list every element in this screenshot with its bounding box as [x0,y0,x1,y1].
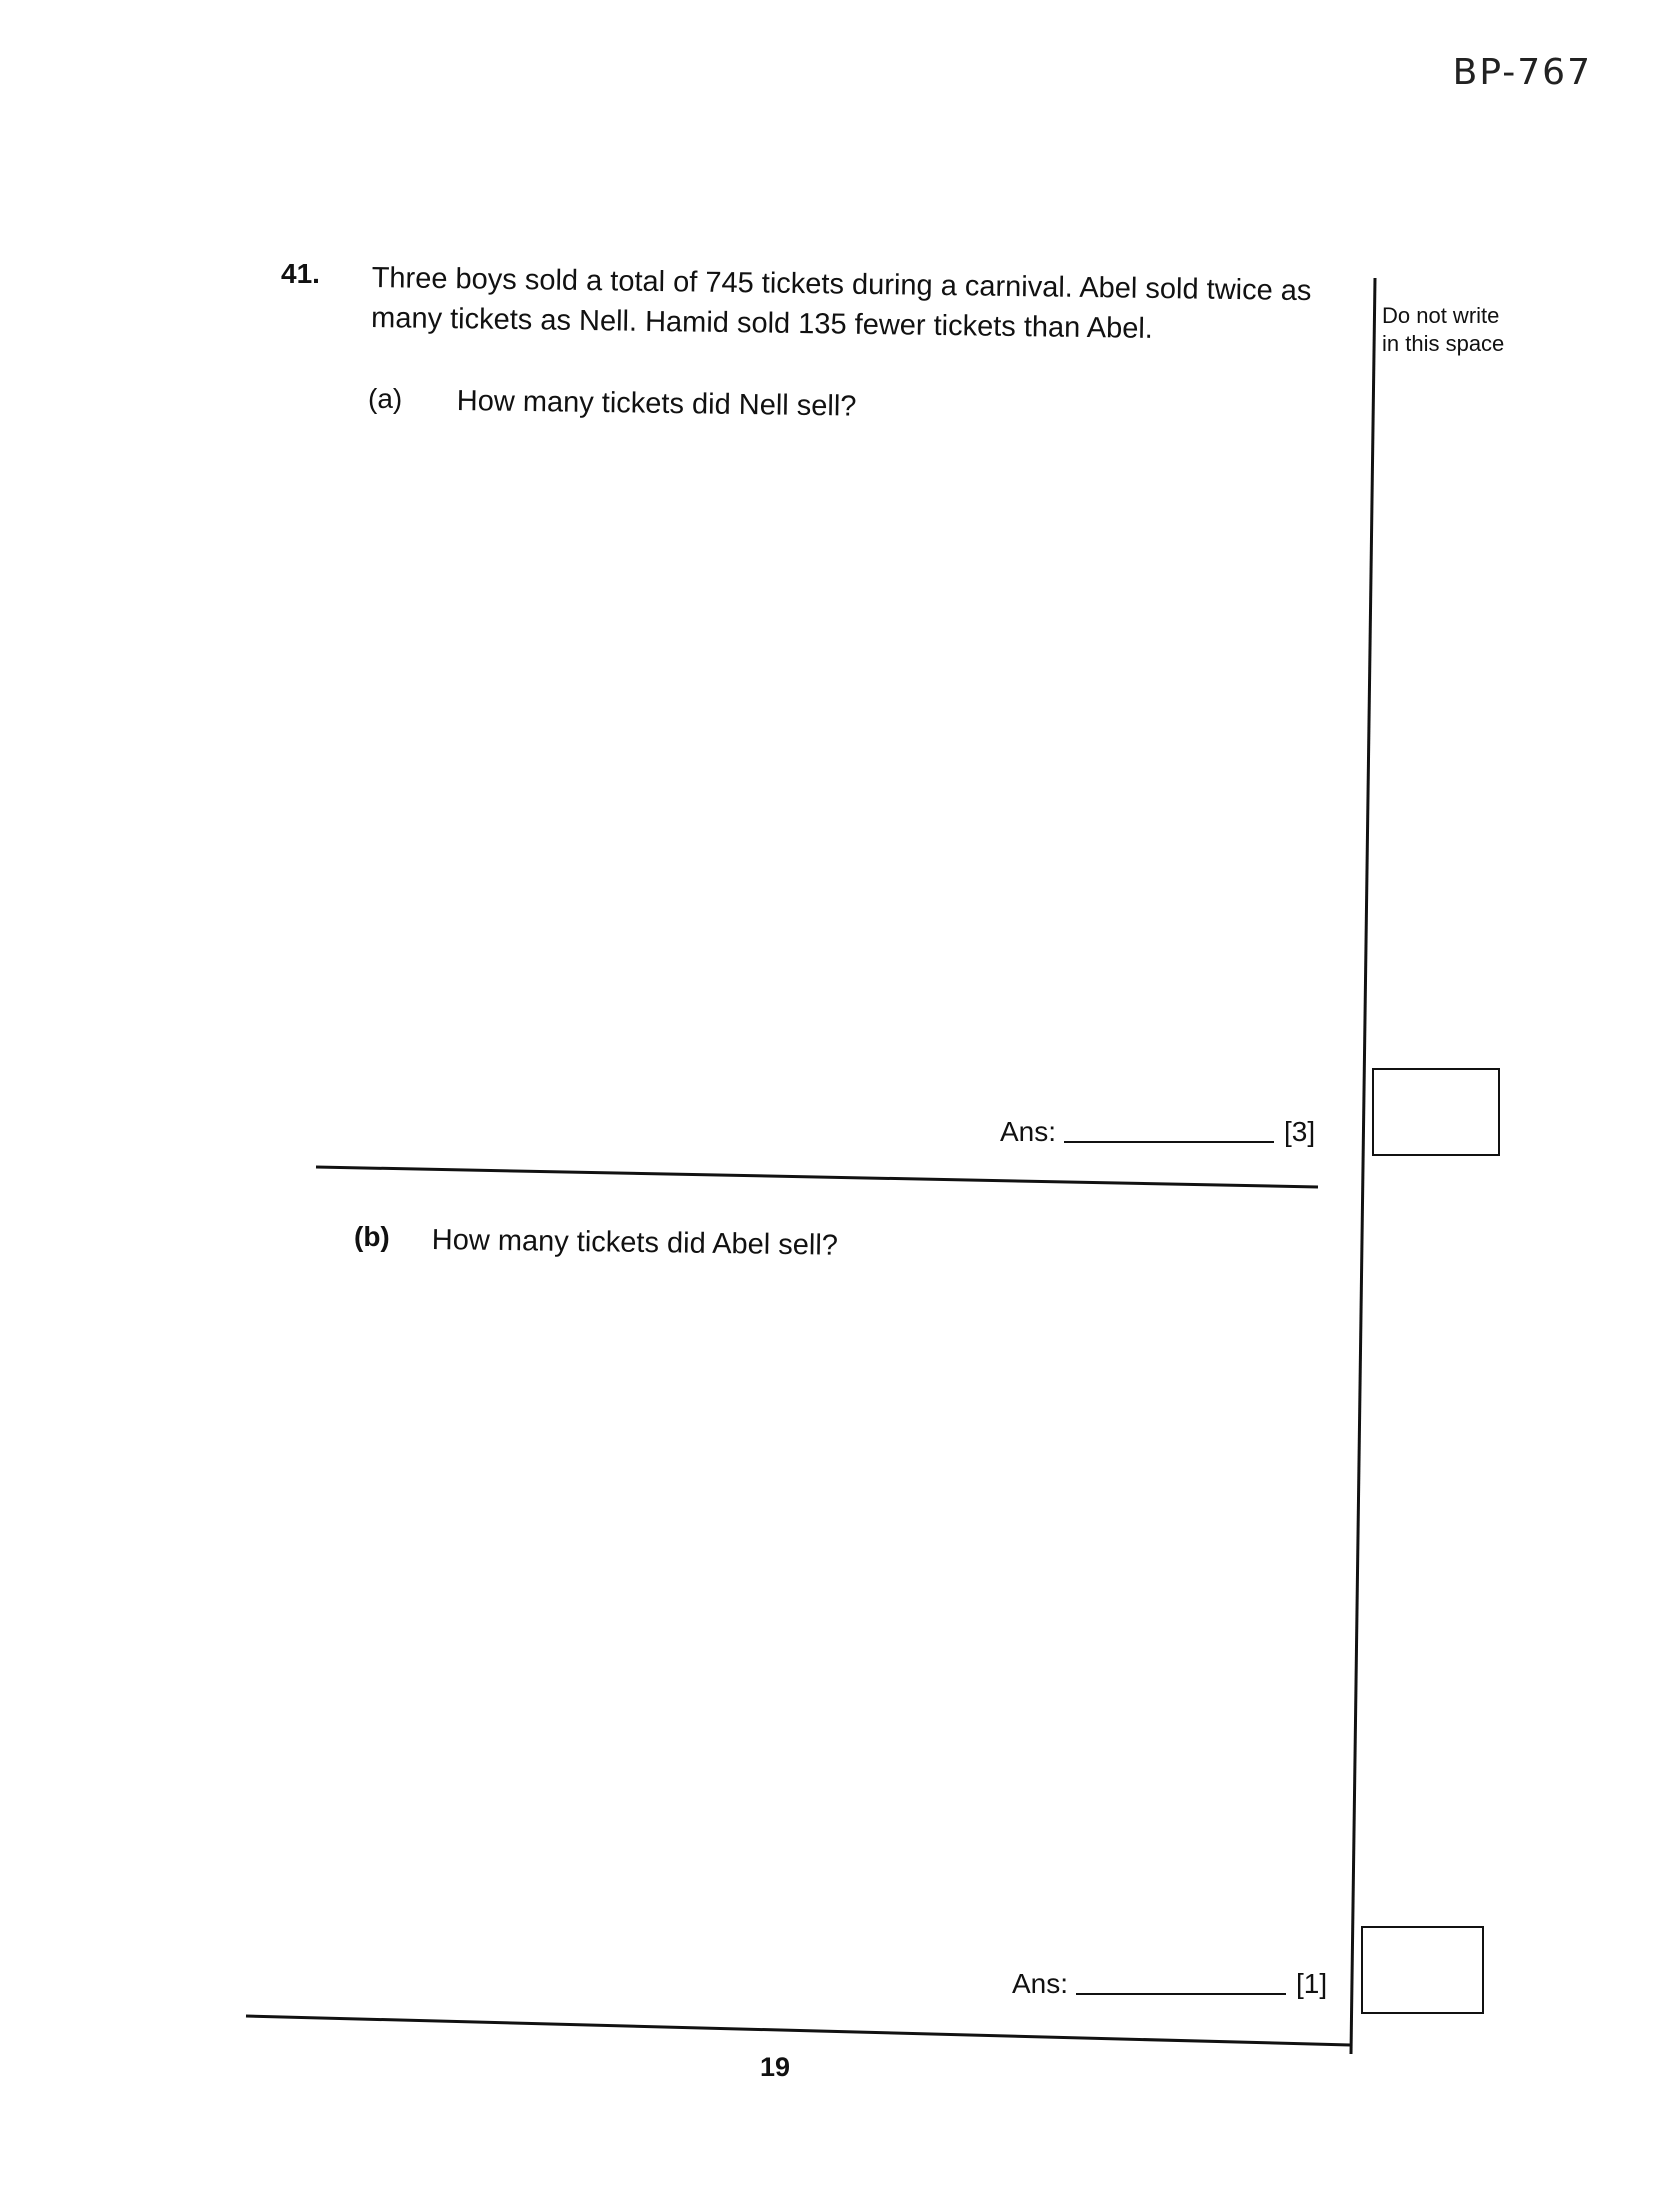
question-number: 41. [281,258,320,289]
part-b-marks: [1] [1296,1968,1328,1999]
part-a-question: How many tickets did Nell sell? [456,385,857,423]
part-a-marks: [3] [1284,1116,1316,1147]
part-b-letter: (b) [354,1221,390,1252]
margin-note-line-2: in this space [1382,331,1505,356]
part-b-answer-blank[interactable] [1076,1993,1286,1995]
margin-note-line-1: Do not write [1382,303,1500,328]
part-b-question: How many tickets did Abel sell? [431,1224,839,1262]
part-b-answer-label: Ans: [1012,1968,1069,1999]
margin-divider-line [1351,278,1375,2054]
bottom-rule-line [246,2016,1350,2045]
part-a-answer-line [1000,1116,1315,1148]
part-a-score-box[interactable] [1372,1068,1500,1156]
part-divider-line [316,1167,1318,1187]
part-a-answer-blank[interactable] [1064,1141,1274,1143]
margin-note [1382,302,1562,358]
part-b-answer-line [1012,1968,1327,2000]
part-a-answer-label: Ans: [1000,1116,1057,1147]
page-number: 19 [760,2052,791,2082]
paper-code: BP-767 [1452,52,1592,93]
part-a-letter: (a) [368,383,403,414]
question-stem: Three boys sold a total of 745 tickets during a carnival. Abel sold twice as many tickets as Nell. Hamid sold 135 fewer tickets than Abel. [370,261,1312,345]
part-b-score-box[interactable] [1361,1926,1484,2014]
